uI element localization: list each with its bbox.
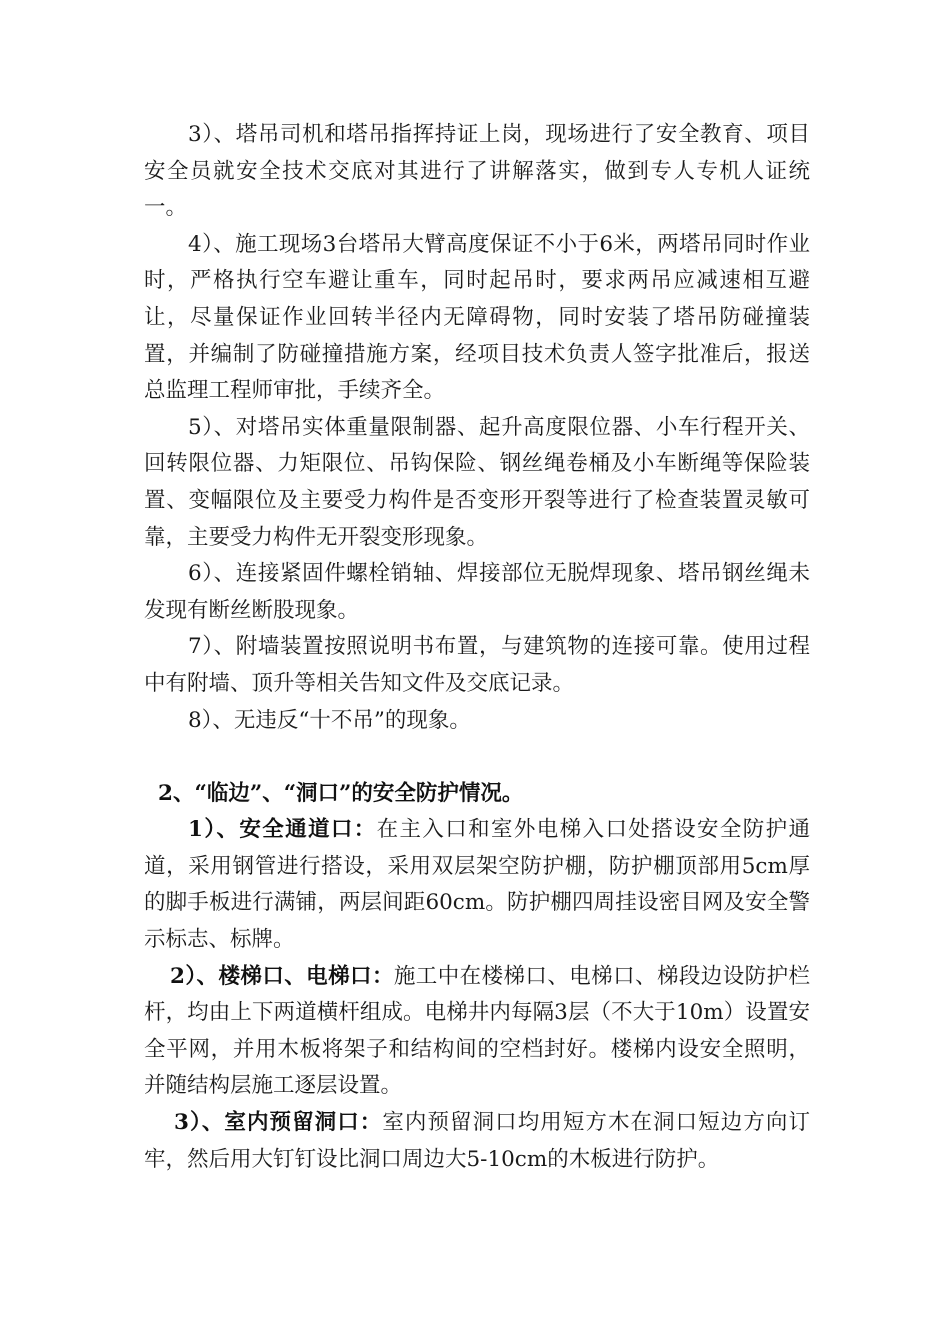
- item-body: 施工中在楼梯口、电梯口、梯段边设防护栏杆，均由上下两道横杆组成。电梯井内每隔3层（不大于10m）设置安全平网，并用木板将架子和结构间的空档封好。楼梯内设安全照明，并随结构层施工逐层设置。: [144, 963, 810, 1099]
- item-body: 室内预留洞口均用短方木在洞口短边方向订牢，然后用大钉钉设比洞口周边大5-10cm的木板进行防护。: [144, 1110, 810, 1172]
- paragraph-ten-no-lift: 8）、无违反“十不吊”的现象。: [188, 707, 471, 733]
- item-heading: 3）、室内预留洞口：: [174, 1110, 383, 1136]
- paragraph-tower-crane-operators: 3）、塔吊司机和塔吊指挥持证上岗，现场进行了安全教育、项目安全员就安全技术交底对其进行了讲解落实，做到专人专机人证统一。: [144, 122, 810, 221]
- section-heading: 2、“临边”、“洞口”的安全防护情况。: [158, 780, 524, 806]
- paragraph-tower-crane-height: 4）、施工现场3台塔吊大臂高度保证不小于6米，两塔吊同时作业时，严格执行空车避让重车，同时起吊时，要求两吊应减速相互避让，尽量保证作业回转半径内无障碍物，同时安装了塔吊防碰撞装置，并编制了防碰撞措施方案，经项目技术负责人签字批准后，报送总监理工程师审批，手续齐全。: [144, 231, 810, 404]
- paragraph-wall-attachment: 7）、附墙装置按照说明书布置，与建筑物的连接可靠。使用过程中有附墙、顶升等相关告知文件及交底记录。: [144, 634, 810, 696]
- paragraph-fasteners: 6）、连接紧固件螺栓销轴、焊接部位无脱焊现象、塔吊钢丝绳未发现有断丝断股现象。: [144, 561, 810, 623]
- item-heading: 1）、安全通道口：: [188, 817, 377, 843]
- item-indoor-openings: [144, 1105, 810, 1178]
- item-stair-elevator-openings: [144, 959, 810, 1105]
- item-safety-passage: [144, 812, 810, 958]
- item-heading: 2）、楼梯口、电梯口：: [170, 963, 394, 989]
- item-body: 在主入口和室外电梯入口处搭设安全防护通道，采用钢管进行搭设，采用双层架空防护棚，防护棚顶部用5cm厚的脚手板进行满铺，两层间距60cm。防护棚四周挂设密目网及安全警示标志、标牌。: [144, 817, 810, 953]
- document-body: [144, 117, 810, 1178]
- blank-line: [144, 739, 810, 776]
- paragraph-safety-devices: 5）、对塔吊实体重量限制器、起升高度限位器、小车行程开关、回转限位器、力矩限位、吊钩保险、钢丝绳卷桶及小车断绳等保险装置、变幅限位及主要受力构件是否变形开裂等进行了检查装置灵敏可靠，主要受力构件无开裂变形现象。: [144, 414, 810, 550]
